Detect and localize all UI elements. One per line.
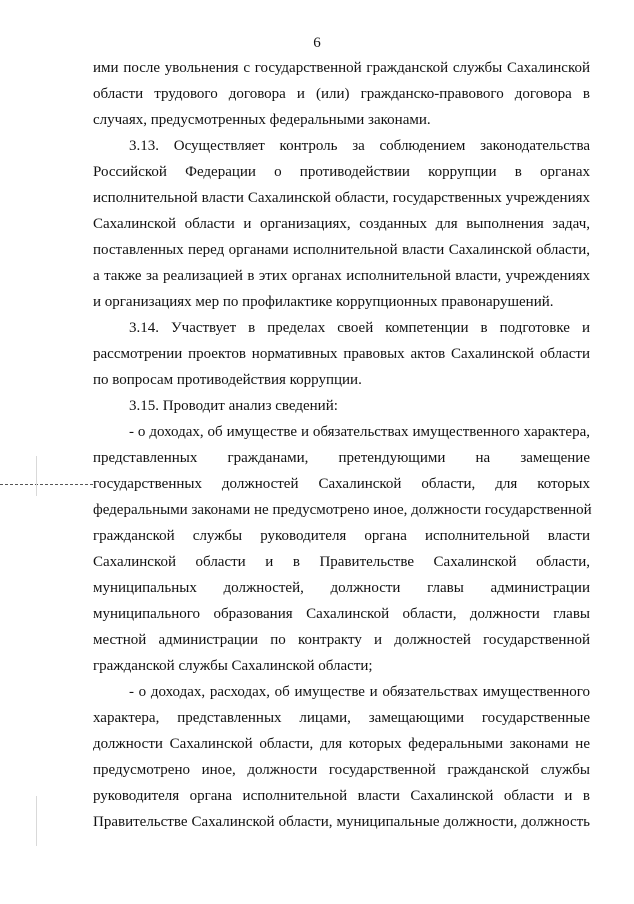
scan-edge-mark	[36, 456, 37, 496]
text-line: исполнительной власти Сахалинской области, государственных учреждениях	[93, 190, 590, 206]
text-line: государственных должностей Сахалинской области, для которых	[93, 476, 590, 492]
text-line: рассмотрении проектов нормативных правовых актов Сахалинской области	[93, 346, 590, 362]
text-line: - о доходах, об имуществе и обязательствах имущественного характера,	[129, 424, 590, 440]
text-line: должности Сахалинской области, для которых федеральными законами не	[93, 736, 590, 752]
text-line: 3.14. Участвует в пределах своей компетенции в подготовке и	[129, 320, 590, 336]
text-line: предусмотрено иное, должности государственной гражданской службы	[93, 762, 590, 778]
document-body	[93, 55, 590, 835]
text-line: Сахалинской области и в Правительстве Сахалинской области,	[93, 554, 590, 570]
text-line: федеральными законами не предусмотрено иное, должности государственной	[93, 502, 592, 518]
text-line: Правительстве Сахалинской области, муниципальные должности, должность	[93, 814, 590, 830]
text-line: и организациях мер по профилактике коррупционных правонарушений.	[93, 294, 554, 310]
text-line: 3.13. Осуществляет контроль за соблюдением законодательства	[129, 138, 590, 154]
text-line: а также за реализацией в этих органах исполнительной власти, учреждениях	[93, 268, 590, 284]
text-line: характера, представленных лицами, замещающими государственные	[93, 710, 590, 726]
text-line: - о доходах, расходах, об имуществе и обязательствах имущественного	[129, 684, 590, 700]
text-line: ими после увольнения с государственной гражданской службы Сахалинской	[93, 60, 590, 76]
scan-edge-mark	[36, 796, 37, 846]
text-line: местной администрации по контракту и должностей государственной	[93, 632, 590, 648]
text-line: гражданской службы Сахалинской области;	[93, 658, 373, 674]
text-line: области трудового договора и (или) гражданско-правового договора в	[93, 86, 590, 102]
text-line: руководителя органа исполнительной власти Сахалинской области и в	[93, 788, 590, 804]
text-line: представленных гражданами, претендующими на замещение	[93, 450, 590, 466]
text-line: гражданской службы руководителя органа исполнительной власти	[93, 528, 590, 544]
margin-dash-mark	[0, 484, 93, 486]
text-line: по вопросам противодействия коррупции.	[93, 372, 362, 388]
text-line: 3.15. Проводит анализ сведений:	[129, 398, 338, 414]
page-number: 6	[313, 35, 321, 51]
text-line: Российской Федерации о противодействии коррупции в органах	[93, 164, 590, 180]
text-line: муниципальных должностей, должности главы администрации	[93, 580, 590, 596]
text-line: поставленных перед органами исполнительной власти Сахалинской области,	[93, 242, 590, 258]
text-line: Сахалинской области и организациях, созданных для выполнения задач,	[93, 216, 590, 232]
text-line: муниципального образования Сахалинской области, должности главы	[93, 606, 590, 622]
text-line: случаях, предусмотренных федеральными законами.	[93, 112, 431, 128]
